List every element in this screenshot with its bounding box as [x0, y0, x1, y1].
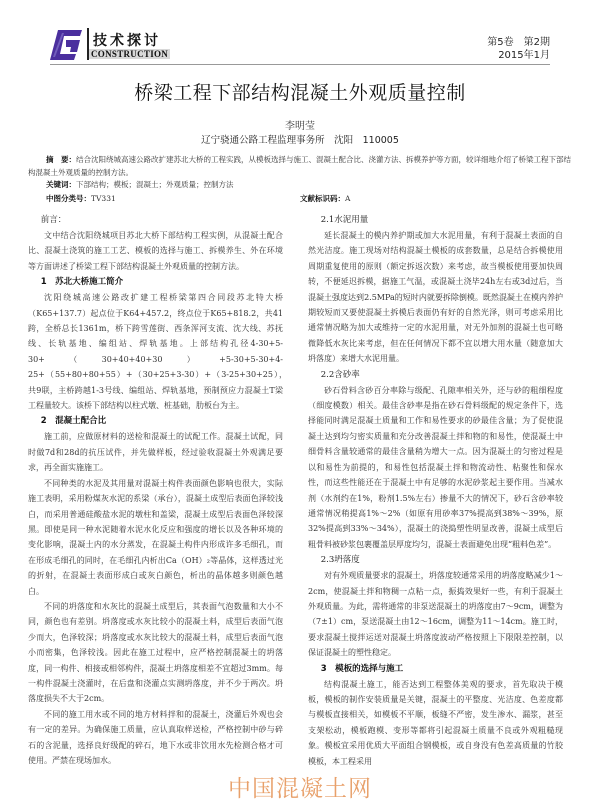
body-column-right — [308, 212, 563, 769]
keywords — [46, 179, 234, 190]
class-label: 中图分类号： — [46, 194, 91, 203]
header-rule — [50, 64, 550, 65]
doc-code-label: 文献标识码： — [300, 194, 345, 203]
article-author: 李明莹 — [285, 121, 315, 132]
paragraph: 不同种类的水泥及其用量对混凝土构件表面颜色影响也很大，实际施工表明，采用粉煤灰水泥的系梁（承台），混凝土成型后表面色泽较浅白，而采用普通硅酸盐水泥的墩柱和盖梁，混凝土成型后表面色泽较深黑。即使是同一种水泥随着水泥水化反应和强度的增长以及各种环境的变化影响，混凝土内的水分蒸发，在混凝土构件内形成许多毛细孔，而在形成毛细孔的同时，在毛细孔内析出Ca（OH）₂等晶体，这样透过光的折射，在混凝土表面形成白或灰白颜色，析出的晶体越多则颜色越白。 — [28, 478, 283, 596]
body-column-left — [28, 212, 291, 768]
issue-info — [487, 36, 550, 62]
abstract-label: 摘 要： — [46, 155, 76, 164]
section-heading: 3 模板的选择与施工 — [320, 663, 404, 674]
paragraph: 沈阳绕城高速公路改扩建工程桥梁第四合同段苏北特大桥（K65+137.7）起点位于K64+457.2，终点位于K65+818.2，共41跨，全桥总长1361m，桥下跨雪莲街、西条浑河支流、沈大线、苏抚线、长轨基地、编组站、焊轨基地。上部结构孔径4-30+5-30+（30+40+40+30）+5-30+5-30+4-25+（55+80+80+55）+（30+25+3-30）+（3-25+30+25）， 共9联，主桥跨越1-3号线、编组站、焊轨基地，预制预应力混凝土T梁工程量较大。该桥下部结构以柱式墩、桩基础，肋板台为主。 — [28, 293, 291, 411]
paragraph: 不同的施工用水或不同的地方材料拌和的混凝土，浇灌后外观也会有一定的差异。为确保施工质量，应认真取样送检，严格控制中砂与碎石的含泥量，选择良好级配的碎石，地下水或非饮用水先检测合格才可使用。严禁在现场加水。 — [28, 709, 283, 765]
paragraph: 施工前，应做原材料的送检和混凝土的试配工作。混凝土试配，同时做7d和28d的抗压试件，并先做样板，经过验收混凝土外观满足要求，再全面实施施工。 — [28, 432, 283, 473]
issue-date: 2015年1月 — [498, 50, 550, 61]
paragraph: 砂石骨料含砂百分率除与级配、孔隙率相关外，还与砂的粗细程度（细度模数）相关。最佳含砂率是指在砂石骨料级配的规定条件下，选择能同时满足混凝土质量和工作和易性要求的砂最佳含量；为了促使混凝土达到均匀密实质量和充分改善混凝土拌和物的和易性，使混凝土中细骨料含量较通常的最佳含量稍为增大一点。因为混凝土的匀密过程是以和易性为前提的，和易性包括混凝土拌和物流动性、粘聚性和保水性，而这些性能还在于混凝土中有足够的水泥砂浆起主要作用。当减水剂（水剂约在1%，粉剂1.5%左右）掺量不大的情况下，砂石含砂率较通常情况稍提高1%～2%（如原有用砂率37%提高到38%～39%，原32%提高到33%～34%），混凝土的浇捣塑性明显改善，混凝土成型后粗骨料被砂浆包裹覆盖层厚度均匀，混凝土表面避免出现“粗料色差”。 — [308, 385, 563, 549]
volume-issue: 第5卷 第2期 — [487, 37, 550, 48]
section-heading: 1 苏北大桥施工简介 — [40, 277, 124, 288]
abstract-text: 结合沈阳绕城高速公路改扩建苏北大桥的工程实践，从模板选择与施工、混凝土配合比、浇灌方法、拆模养护等方面，较详细地介绍了桥梁工程下部结构混凝土外观质量的控制方法。 — [28, 155, 571, 177]
keywords-label: 关键词： — [46, 180, 76, 189]
journal-header — [50, 28, 550, 66]
class-number: TV331 — [91, 194, 116, 203]
section-heading: 前言： — [40, 215, 67, 225]
classification — [46, 193, 116, 204]
section-heading: 2 混凝土配合比 — [40, 416, 107, 427]
section-heading: 2.2含砂率 — [320, 369, 360, 380]
document-code — [300, 193, 350, 204]
watermark: 中国混凝土网 — [228, 776, 372, 802]
doc-code-value: A — [345, 194, 351, 203]
abstract — [28, 153, 573, 179]
cg-logo-icon — [50, 30, 82, 60]
paragraph: 对有外观质量要求的混凝土，坍落度较通常采用的坍落度略减少1～2cm，使混凝土拌和物稠一点粘一点，振捣效果好一些，有利于混凝土外观质量。为此，需将通常的非泵送混凝土的坍落度由7～9cm，调整为（7±1）cm，泵送混凝土由12～16cm，调整为11～14cm。施工时，要求混凝土搅拌运送对混凝土坍落度波动严格按照上下限限差控制，以保证混凝土的塑性稳定。 — [308, 571, 563, 658]
paragraph: 结构混凝土施工，能否达到工程整体美观的要求，首先取决于模板，模板的制作安装质量是关键，混凝土的平整度、光洁度、色差度都与模板直接相关，如模板不平顺，板缝不严密，发生渗水、漏浆，甚至支架松动，模板跑模、变形等都将引起混凝土质量不良或外观粗糙现象。模板宜采用优质大平面组合钢模板，或自身没有色差高质量的竹胶模板，本工程采用 — [308, 679, 563, 766]
paragraph: 延长混凝土的模内养护期或加大水泥用量，有利于混凝土表面的自然光洁度。施工现场对结构混凝土模板的成套数量，总是结合拆模使用周期重复使用的原则（额定拆返次数）来考虑，故当模板使用要加快周转，不便延迟拆模，据施工气温，或混凝土浇毕24h左右或3d过后，当混凝土强度达到2.5MPa的短时内就要拆除倒模。既然混凝土在模内养护期较短而又要使混凝土拆模后表面仍有好的自然光泽，则可考虑采用比通常情况略为加大或维持一定的水泥用量，对无外加剂的混凝土也可略微降低水灰比来考虑，但在任何情况下都不宜以增大用水量（随意加大坍落度）来增大水泥用量。 — [308, 231, 563, 364]
brand-name-en: CONSTRUCTION — [91, 49, 169, 59]
article-title: 桥梁工程下部结构混凝土外观质量控制 — [134, 82, 466, 104]
paragraph: 不同的坍落度和水灰比的混凝土成型后，其表面气泡数量和大小不同，颜色也有差别。坍落度或水灰比较小的混凝土料，成型后表面气泡少而大，色泽较深；坍落度或水灰比较大的混凝土料，成型后表面气泡小而密集，色泽较浅。因此在施工过程中，应严格控制混凝土的坍落度，同一构件、相接或相邻构件，混凝土坍落度相差不宜超过3mm。每一构件混凝土浇灌时，在后盘和浇灌点实测坍落度，并不少于两次。坍落度损失不大于2cm。 — [28, 601, 283, 704]
section-heading: 2.3坍落度 — [320, 555, 360, 566]
keywords-text: 下部结构；模板；混凝土；外观质量；控制方法 — [76, 180, 234, 189]
section-heading: 2.1水泥用量 — [320, 215, 369, 225]
author-affiliation: 辽宁骁通公路工程监理事务所 沈阳 110005 — [201, 135, 399, 146]
brand-name-cn: 技术探讨 — [93, 33, 161, 49]
paragraph: 文中结合沈阳绕城项目苏北大桥下部结构工程实例，从混凝土配合比、混凝土浇筑的施工工艺、模板的选择与施工、拆模养生、外在环境等方面讲述了桥梁工程下部结构混凝土外观质量的控制方法。 — [28, 231, 283, 271]
